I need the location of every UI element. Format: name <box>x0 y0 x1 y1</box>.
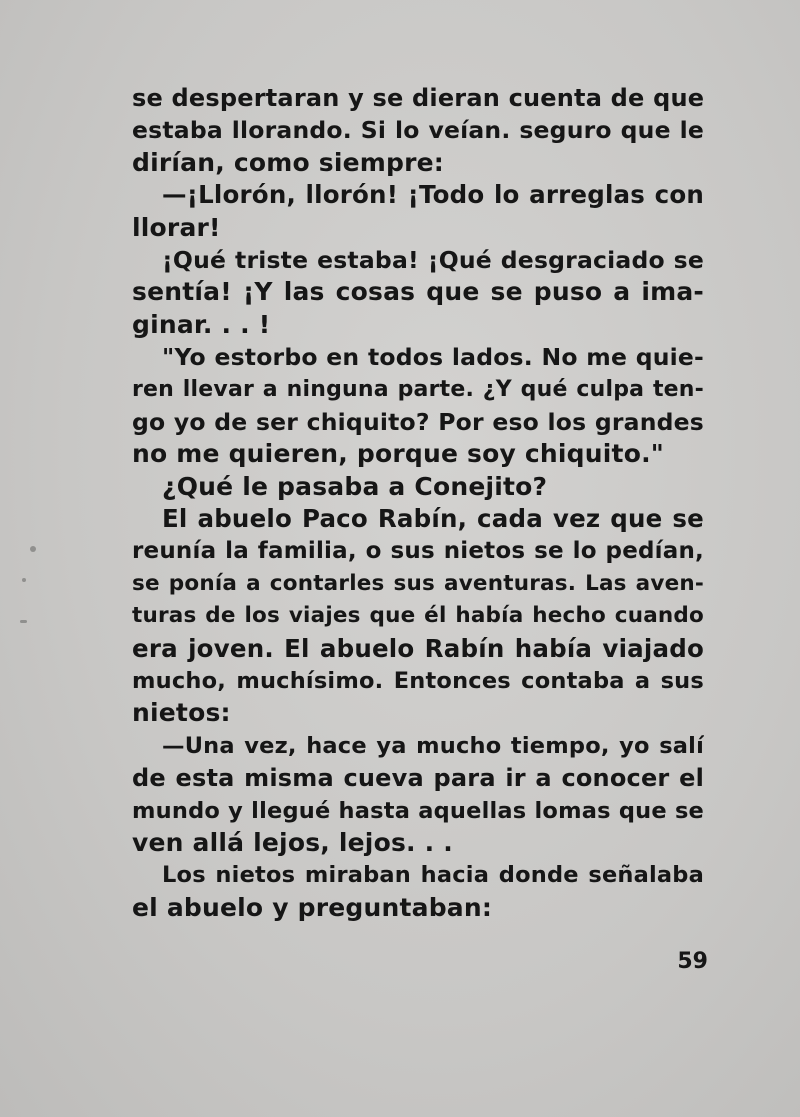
text-line: —Una vez, hace ya mucho tiempo, yo salí <box>162 732 704 759</box>
body-text <box>132 82 704 924</box>
text-line: turas de los viajes que él había hecho cuando <box>132 603 704 629</box>
page-number: 59 <box>677 949 708 974</box>
text-line: ¡Qué triste estaba! ¡Qué desgraciado se <box>162 245 704 274</box>
text-line: go yo de ser chiquito? Por eso los grandes <box>132 407 704 436</box>
text-line: nietos: <box>132 698 231 728</box>
text-line: de esta misma cueva para ir a conocer el <box>132 764 704 793</box>
text-line: —¡Llorón, llorón! ¡Todo lo arreglas con <box>162 180 704 210</box>
text-line: era joven. El abuelo Rabín había viajado <box>132 633 704 663</box>
text-line: no me quieren, porque soy chiquito." <box>132 439 664 469</box>
text-line: el abuelo y preguntaban: <box>132 892 493 922</box>
text-line: reunía la familia, o sus nietos se lo pedían, <box>132 538 704 565</box>
text-line: mundo y llegué hasta aquellas lomas que se <box>132 797 704 824</box>
text-line: llorar! <box>132 212 221 242</box>
text-line: estaba llorando. Si lo veían. seguro que le <box>132 116 704 145</box>
text-line: se despertaran y se dieran cuenta de que <box>132 84 704 112</box>
page-blemish <box>20 620 27 623</box>
text-line: se ponía a contarles sus aventuras. Las aven- <box>132 570 704 596</box>
text-line: dirían, como siempre: <box>132 147 444 177</box>
text-line: El abuelo Paco Rabín, cada vez que se <box>162 504 704 534</box>
page-blemish <box>22 578 26 582</box>
text-line: ren llevar a ninguna parte. ¿Y qué culpa ten- <box>132 376 704 402</box>
page-blemish <box>30 546 36 552</box>
text-line: ginar. . . ! <box>132 309 271 339</box>
text-line: "Yo estorbo en todos lados. No me quie- <box>162 343 704 372</box>
text-line: ven allá lejos, lejos. . . <box>132 827 453 857</box>
text-line: ¿Qué le pasaba a Conejito? <box>162 471 548 501</box>
text-line: sentía! ¡Y las cosas que se puso a ima- <box>132 277 704 307</box>
text-line: Los nietos miraban hacia donde señalaba <box>162 862 704 889</box>
text-line: mucho, muchísimo. Entonces contaba a sus <box>132 668 704 695</box>
